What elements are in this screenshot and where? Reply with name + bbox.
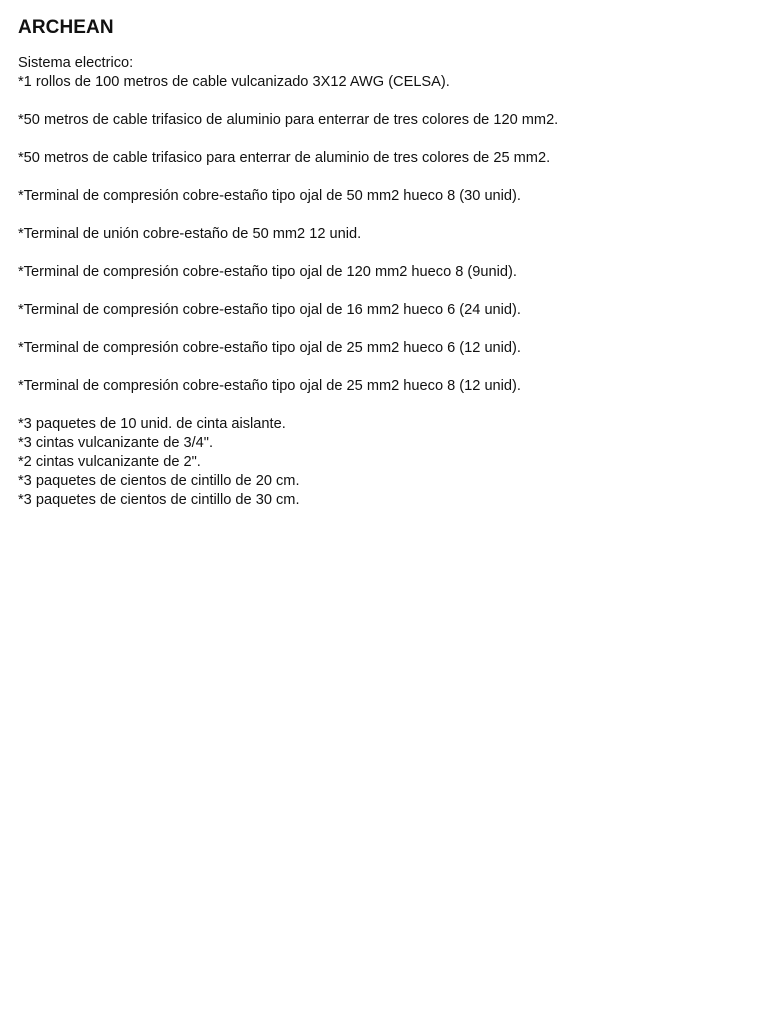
spacer (18, 130, 758, 149)
list-item: *Terminal de compresión cobre-estaño tipo ojal de 25 mm2 hueco 6 (12 unid). (18, 340, 521, 356)
list-item: *50 metros de cable trifasico para enterrar de aluminio de tres colores de 25 mm2. (18, 150, 551, 166)
document-title: ARCHEAN (18, 17, 114, 38)
section-heading: Sistema electrico: (18, 55, 134, 71)
document-page (18, 16, 758, 510)
list-item: *3 paquetes de cientos de cintillo de 20 cm. (18, 473, 300, 489)
list-item: *3 cintas vulcanizante de 3/4". (18, 435, 214, 451)
list-item: *3 paquetes de cientos de cintillo de 30 cm. (18, 492, 300, 508)
list-item: *Terminal de compresión cobre-estaño tipo ojal de 16 mm2 hueco 6 (24 unid). (18, 302, 521, 318)
list-item: *3 paquetes de 10 unid. de cinta aislante. (18, 416, 286, 432)
list-item: *2 cintas vulcanizante de 2". (18, 454, 201, 470)
list-item: *1 rollos de 100 metros de cable vulcanizado 3X12 AWG (CELSA). (18, 74, 450, 90)
list-item: *Terminal de unión cobre-estaño de 50 mm2 12 unid. (18, 226, 362, 242)
spacer (18, 92, 758, 111)
list-item: *Terminal de compresión cobre-estaño tipo ojal de 120 mm2 hueco 8 (9unid). (18, 264, 517, 280)
list-item: *Terminal de compresión cobre-estaño tipo ojal de 50 mm2 hueco 8 (30 unid). (18, 188, 521, 204)
spacer (18, 282, 758, 301)
spacer (18, 168, 758, 187)
spacer (18, 358, 758, 377)
spacer (18, 320, 758, 339)
spacer (18, 206, 758, 225)
list-item: *Terminal de compresión cobre-estaño tipo ojal de 25 mm2 hueco 8 (12 unid). (18, 378, 521, 394)
list-item: *50 metros de cable trifasico de aluminio para enterrar de tres colores de 120 mm2. (18, 112, 559, 128)
spacer (18, 244, 758, 263)
spacer (18, 396, 758, 415)
